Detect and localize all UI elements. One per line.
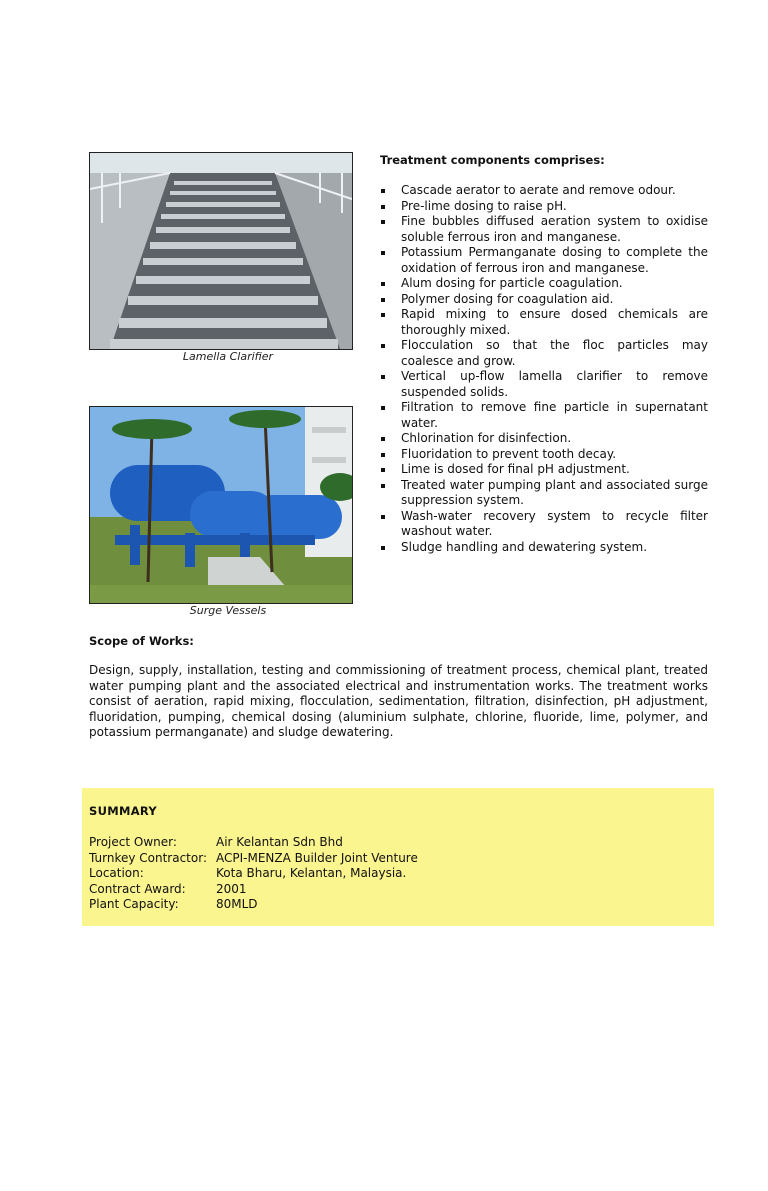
summary-label: Location: [89, 866, 144, 880]
list-item: Potassium Permanganate dosing to complete the oxidation of ferrous iron and manganese. [380, 245, 708, 276]
summary-value: ACPI-MENZA Builder Joint Venture [216, 850, 418, 865]
summary-label: Turnkey Contractor: [89, 850, 207, 865]
list-item: Pre-lime dosing to raise pH. [380, 199, 708, 215]
summary-value: 2001 [216, 881, 247, 896]
lamella-clarifier-caption: Lamella Clarifier [182, 350, 274, 363]
list-item: Cascade aerator to aerate and remove odour. [380, 183, 708, 199]
list-item: Filtration to remove fine particle in supernatant water. [380, 400, 708, 431]
summary-row [89, 866, 418, 882]
list-item: Treated water pumping plant and associated surge suppression system. [380, 478, 708, 509]
surge-vessels-photo [89, 406, 353, 604]
summary-row [89, 851, 418, 867]
list-item: Fluoridation to prevent tooth decay. [380, 447, 708, 463]
list-item: Wash-water recovery system to recycle filter washout water. [380, 509, 708, 540]
list-item: Rapid mixing to ensure dosed chemicals are thoroughly mixed. [380, 307, 708, 338]
summary-box [82, 788, 714, 926]
list-item: Fine bubbles diffused aeration system to oxidise soluble ferrous iron and manganese. [380, 214, 708, 245]
summary-value: Air Kelantan Sdn Bhd [216, 835, 343, 849]
list-item: Polymer dosing for coagulation aid. [380, 292, 708, 308]
summary-label: Contract Award: [89, 881, 186, 896]
scope-paragraph: Design, supply, installation, testing and commissioning of treatment process, chemical plant, treated water pumping plant and the associated electrical and instrumentation works. The treatment works consist of aeration, rapid mixing, flocculation, sedimentation, filtration, disinfection, pH adjustment, fluoridation, pumping, chemical dosing (aluminium sulphate, chlorine, fluoride, lime, polymer, and potassium permanganate) and sludge dewatering. [89, 663, 708, 739]
lamella-clarifier-photo [89, 152, 353, 350]
treatment-heading: Treatment components comprises: [380, 153, 605, 167]
summary-title: SUMMARY [89, 804, 158, 818]
summary-row [89, 897, 418, 913]
summary-row [89, 882, 418, 898]
list-item: Chlorination for disinfection. [380, 431, 708, 447]
list-item: Lime is dosed for final pH adjustment. [380, 462, 708, 478]
list-item: Sludge handling and dewatering system. [380, 540, 708, 556]
list-item: Alum dosing for particle coagulation. [380, 276, 708, 292]
summary-value: Kota Bharu, Kelantan, Malaysia. [216, 866, 407, 880]
summary-label: Project Owner: [89, 835, 177, 849]
list-item: Vertical up-flow lamella clarifier to remove suspended solids. [380, 369, 708, 400]
summary-row [89, 835, 418, 851]
list-item: Flocculation so that the floc particles may coalesce and grow. [380, 338, 708, 369]
summary-table [89, 835, 418, 913]
scope-heading: Scope of Works: [89, 634, 194, 648]
treatment-components-list [380, 183, 708, 555]
summary-value: 80MLD [216, 897, 258, 911]
summary-label: Plant Capacity: [89, 897, 179, 911]
surge-vessels-caption: Surge Vessels [189, 604, 267, 617]
